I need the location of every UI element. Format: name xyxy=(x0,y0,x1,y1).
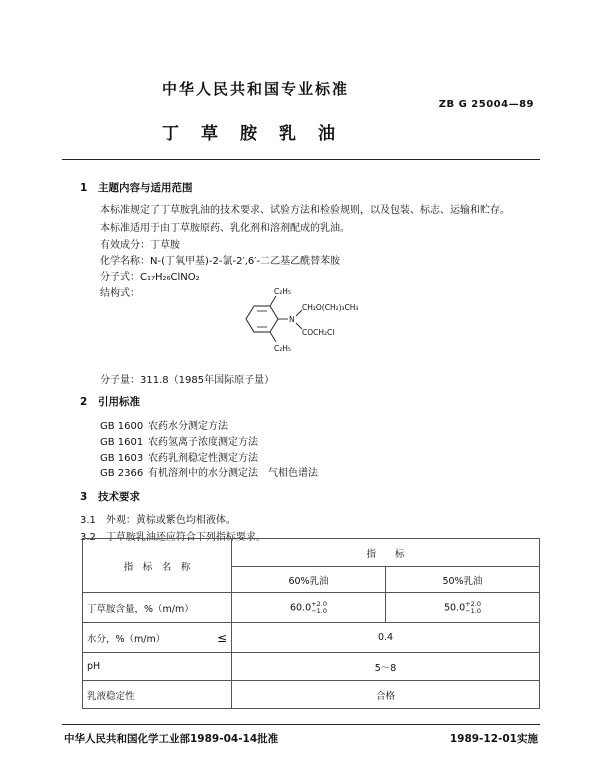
reference-code: GB 1603 xyxy=(100,453,144,464)
reference-item xyxy=(100,417,228,432)
reference-title: 农药水分测定方法 xyxy=(148,421,228,432)
issuing-organization: 中华人民共和国专业标准 xyxy=(162,80,350,98)
side-chain: CH₂O(CH₂)₃CH₃ xyxy=(302,303,359,312)
reference-title: 农药氢离子浓度测定方法 xyxy=(148,437,258,448)
chemical-name: 化学名称：N-(丁氧甲基)-2-氯-2′,6′-二乙基乙酰替苯胺 xyxy=(100,256,341,267)
column-50-percent: 50%乳油 xyxy=(386,567,540,593)
title-char: 胺 xyxy=(240,124,257,144)
approval-statement: 中华人民共和国化学工业部1989-04-14批准 xyxy=(64,733,279,745)
less-equal-symbol: ≤ xyxy=(216,630,227,645)
active-ingredient: 有效成分：丁草胺 xyxy=(100,240,180,251)
row-value xyxy=(386,593,540,623)
tolerance-lower: −1.0 xyxy=(465,606,481,615)
section-number: 2 xyxy=(80,396,88,408)
section-number: 1 xyxy=(80,182,88,194)
row-value: 合格 xyxy=(232,681,540,709)
table-row xyxy=(83,593,540,623)
section-title: 主题内容与适用范围 xyxy=(98,182,193,194)
row-value xyxy=(232,593,386,623)
title-char: 草 xyxy=(201,124,218,144)
footer-divider xyxy=(62,724,540,725)
reference-code: GB 1601 xyxy=(100,437,144,448)
name-header: 指 标 名 称 xyxy=(83,539,232,593)
standard-code: ZB G 25004—89 xyxy=(438,99,534,110)
reference-item xyxy=(100,464,318,479)
molecular-weight: 分子量：311.8（1985年国际原子量） xyxy=(100,375,275,386)
row-value: 5～8 xyxy=(232,653,540,681)
nitrogen-atom: N xyxy=(289,315,295,324)
top-substituent: C₂H₅ xyxy=(274,287,291,296)
specification-table xyxy=(82,538,540,709)
tolerance-upper: +2.0 xyxy=(465,599,481,608)
reference-item xyxy=(100,433,258,448)
section-1-heading xyxy=(80,180,193,195)
table-row xyxy=(83,653,540,681)
tolerance-upper: +2.0 xyxy=(311,599,327,608)
title-char: 丁 xyxy=(162,124,179,144)
molecular-formula xyxy=(100,268,200,283)
table-row xyxy=(83,681,540,709)
table-header-row xyxy=(83,539,540,567)
document-title xyxy=(162,119,357,144)
formula-value: C₁₇H₂₆ClNO₂ xyxy=(140,272,200,283)
effective-date: 1989-12-01实施 xyxy=(449,733,538,745)
row-value: 0.4 xyxy=(232,623,540,653)
title-char: 乳 xyxy=(279,124,296,144)
section-title: 技术要求 xyxy=(98,491,140,503)
bond-line xyxy=(270,296,276,306)
row-name: 乳液稳定性 xyxy=(83,681,232,709)
row-name: pH xyxy=(83,653,232,681)
reference-code: GB 1600 xyxy=(100,421,144,432)
bottom-substituent: C₂H₅ xyxy=(274,344,291,353)
section-title: 引用标准 xyxy=(98,396,140,408)
title-char: 油 xyxy=(318,124,335,144)
requirement-appearance: 3.1 外观：黄棕或紫色均相液体。 xyxy=(80,515,236,526)
scope-paragraph-1: 本标准规定了丁草胺乳油的技术要求、试验方法和检验规则，以及包装、标志、运输和贮存。 xyxy=(100,205,510,216)
section-number: 3 xyxy=(80,491,88,503)
value-base: 60.0 xyxy=(290,602,312,613)
formula-label: 分子式： xyxy=(100,272,140,283)
section-2-heading xyxy=(80,394,140,409)
value-base: 50.0 xyxy=(444,602,466,613)
header-divider xyxy=(62,159,540,160)
row-name xyxy=(83,623,232,653)
benzene-ring xyxy=(246,306,278,332)
index-header: 指 标 xyxy=(232,539,540,567)
row-name: 丁草胺含量，%（m/m） xyxy=(83,593,232,623)
structure-label: 结构式： xyxy=(100,288,140,299)
section-3-heading xyxy=(80,489,140,504)
reference-item xyxy=(100,449,258,464)
reference-title: 有机溶剂中的水分测定法 气相色谱法 xyxy=(148,468,318,479)
scope-paragraph-2: 本标准适用于由丁草胺原药、乳化剂和溶剂配成的乳油。 xyxy=(100,223,350,234)
acyl-group: COCH₂Cl xyxy=(302,328,335,337)
column-60-percent: 60%乳油 xyxy=(232,567,386,593)
structural-formula-diagram xyxy=(236,286,386,356)
reference-title: 农药乳剂稳定性测定方法 xyxy=(148,453,258,464)
requirement-indices-intro: 3.2 丁草胺乳油还应符合下列指标要求。 xyxy=(80,532,266,543)
table-row xyxy=(83,623,540,653)
bond-line xyxy=(270,332,276,342)
row-name-text: 水分，%（m/m） xyxy=(87,633,166,645)
reference-code: GB 2366 xyxy=(100,468,144,479)
tolerance-lower: −1.0 xyxy=(311,606,327,615)
